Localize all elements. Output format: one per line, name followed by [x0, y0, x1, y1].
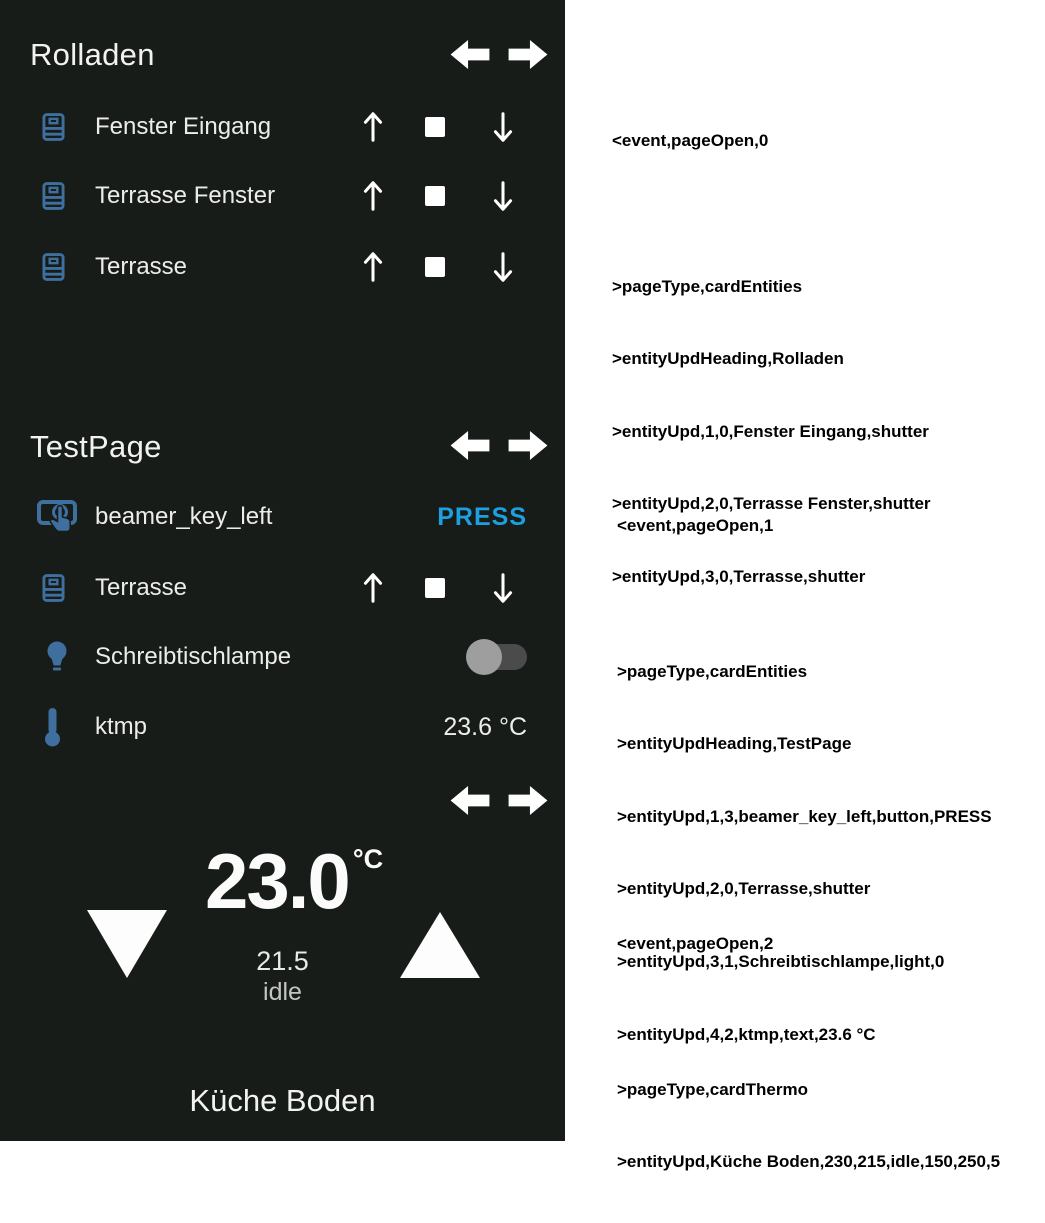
- entity-name: Schreibtischlampe: [95, 643, 292, 670]
- arrow-left-icon: [450, 429, 490, 462]
- log-line: <event,pageOpen,0: [612, 131, 769, 151]
- log-line: >entityUpd,4,2,ktmp,text,23.6 °C: [617, 1024, 876, 1044]
- entity-name: Fenster Eingang: [95, 113, 272, 140]
- log-line: >entityUpd,3,0,Terrasse,shutter: [612, 567, 866, 587]
- shutter-down-button[interactable]: [491, 571, 515, 605]
- sensor-value: 23.6 °C: [443, 713, 527, 741]
- log-line: >entityUpd,Küche Boden,230,215,idle,150,250,5: [617, 1152, 1001, 1172]
- stop-square-icon: [425, 117, 445, 137]
- log-line: >pageType,cardThermo: [617, 1079, 808, 1099]
- entity-name: beamer_key_left: [95, 503, 273, 530]
- light-toggle-switch[interactable]: [470, 644, 527, 670]
- nav-prev-button[interactable]: [450, 784, 490, 817]
- log-line: >entityUpd,2,0,Terrasse Fenster,shutter: [612, 494, 931, 514]
- shutter-stop-button[interactable]: [425, 117, 445, 137]
- shutter-up-button[interactable]: [361, 250, 385, 284]
- log-line: [617, 1005, 1000, 1029]
- log-line: >entityUpd,2,0,Terrasse,shutter: [617, 879, 871, 899]
- entity-row-terrasse: [0, 245, 565, 289]
- log-line: >entityUpdHeading,Rolladen: [612, 349, 844, 369]
- log-line: <event,pageOpen,1: [617, 516, 774, 536]
- target-temperature: 21.5: [256, 946, 309, 976]
- entity-row-fenster-eingang: [0, 105, 565, 149]
- entity-row-terrasse-fenster: [0, 174, 565, 218]
- nav-next-button[interactable]: [508, 38, 548, 71]
- entity-name: ktmp: [95, 713, 148, 740]
- log-line: >pageType,cardEntities: [617, 661, 808, 681]
- entity-row-terrasse: [0, 566, 565, 610]
- arrow-right-icon: [508, 38, 548, 71]
- shutter-stop-button[interactable]: [425, 257, 445, 277]
- stop-square-icon: [425, 257, 445, 277]
- log-line: >entityUpd,1,0,Fenster Eingang,shutter: [612, 421, 929, 441]
- window-shutter-icon: [42, 113, 65, 142]
- shutter-up-button[interactable]: [361, 179, 385, 213]
- arrow-up-icon: [361, 179, 385, 213]
- current-temperature-value: 23.0: [205, 837, 349, 925]
- window-shutter-icon: [42, 253, 65, 282]
- arrow-right-icon: [508, 429, 548, 462]
- arrow-left-icon: [450, 38, 490, 71]
- arrow-up-icon: [361, 250, 385, 284]
- shutter-stop-button[interactable]: [425, 578, 445, 598]
- log-line: [617, 587, 992, 611]
- toggle-knob: [466, 639, 502, 675]
- nav-prev-button[interactable]: [450, 429, 490, 462]
- arrow-down-icon: [491, 110, 515, 144]
- shutter-up-button[interactable]: [361, 571, 385, 605]
- log-line: >entityUpdHeading,TestPage: [617, 734, 852, 754]
- current-temperature: [205, 837, 384, 925]
- entity-row-beamer-key-left: [0, 495, 565, 539]
- arrow-down-icon: [491, 250, 515, 284]
- stop-square-icon: [425, 578, 445, 598]
- nav-prev-button[interactable]: [450, 38, 490, 71]
- hvac-state: idle: [263, 978, 302, 1006]
- press-button[interactable]: PRESS: [437, 503, 527, 531]
- thermometer-icon: [42, 706, 63, 748]
- entity-name: Terrasse: [95, 574, 188, 601]
- entity-name: Terrasse: [95, 253, 188, 280]
- arrow-right-icon: [508, 784, 548, 817]
- shutter-stop-button[interactable]: [425, 186, 445, 206]
- log-line: [612, 202, 931, 226]
- log-line: >entityUpd,1,3,beamer_key_left,button,PRESS: [617, 806, 992, 826]
- log-line: >pageType,cardEntities: [612, 276, 803, 296]
- arrow-down-icon: [491, 179, 515, 213]
- temperature-unit: °C: [352, 844, 384, 874]
- arrow-down-icon: [491, 571, 515, 605]
- entity-name: Terrasse Fenster: [95, 182, 276, 209]
- nav-next-button[interactable]: [508, 784, 548, 817]
- serial-log-block-2: [617, 884, 1000, 1223]
- stop-square-icon: [425, 186, 445, 206]
- shutter-down-button[interactable]: [491, 179, 515, 213]
- shutter-down-button[interactable]: [491, 110, 515, 144]
- shutter-down-button[interactable]: [491, 250, 515, 284]
- arrow-up-icon: [361, 110, 385, 144]
- window-shutter-icon: [42, 574, 65, 603]
- gesture-tap-button-icon: [36, 498, 78, 536]
- card-heading-testpage: TestPage: [30, 429, 162, 464]
- log-line: >entityUpd,3,1,Schreibtischlampe,light,0: [617, 952, 945, 972]
- card-heading-rolladen: Rolladen: [30, 37, 155, 72]
- nav-next-button[interactable]: [508, 429, 548, 462]
- entity-row-ktmp: [0, 705, 565, 749]
- arrow-left-icon: [450, 784, 490, 817]
- shutter-up-button[interactable]: [361, 110, 385, 144]
- lightbulb-icon: [42, 639, 72, 675]
- entity-row-schreibtischlampe: [0, 635, 565, 679]
- arrow-up-icon: [361, 571, 385, 605]
- window-shutter-icon: [42, 182, 65, 211]
- log-line: <event,pageOpen,2: [617, 934, 774, 954]
- thermo-card-title: Küche Boden: [189, 1083, 376, 1118]
